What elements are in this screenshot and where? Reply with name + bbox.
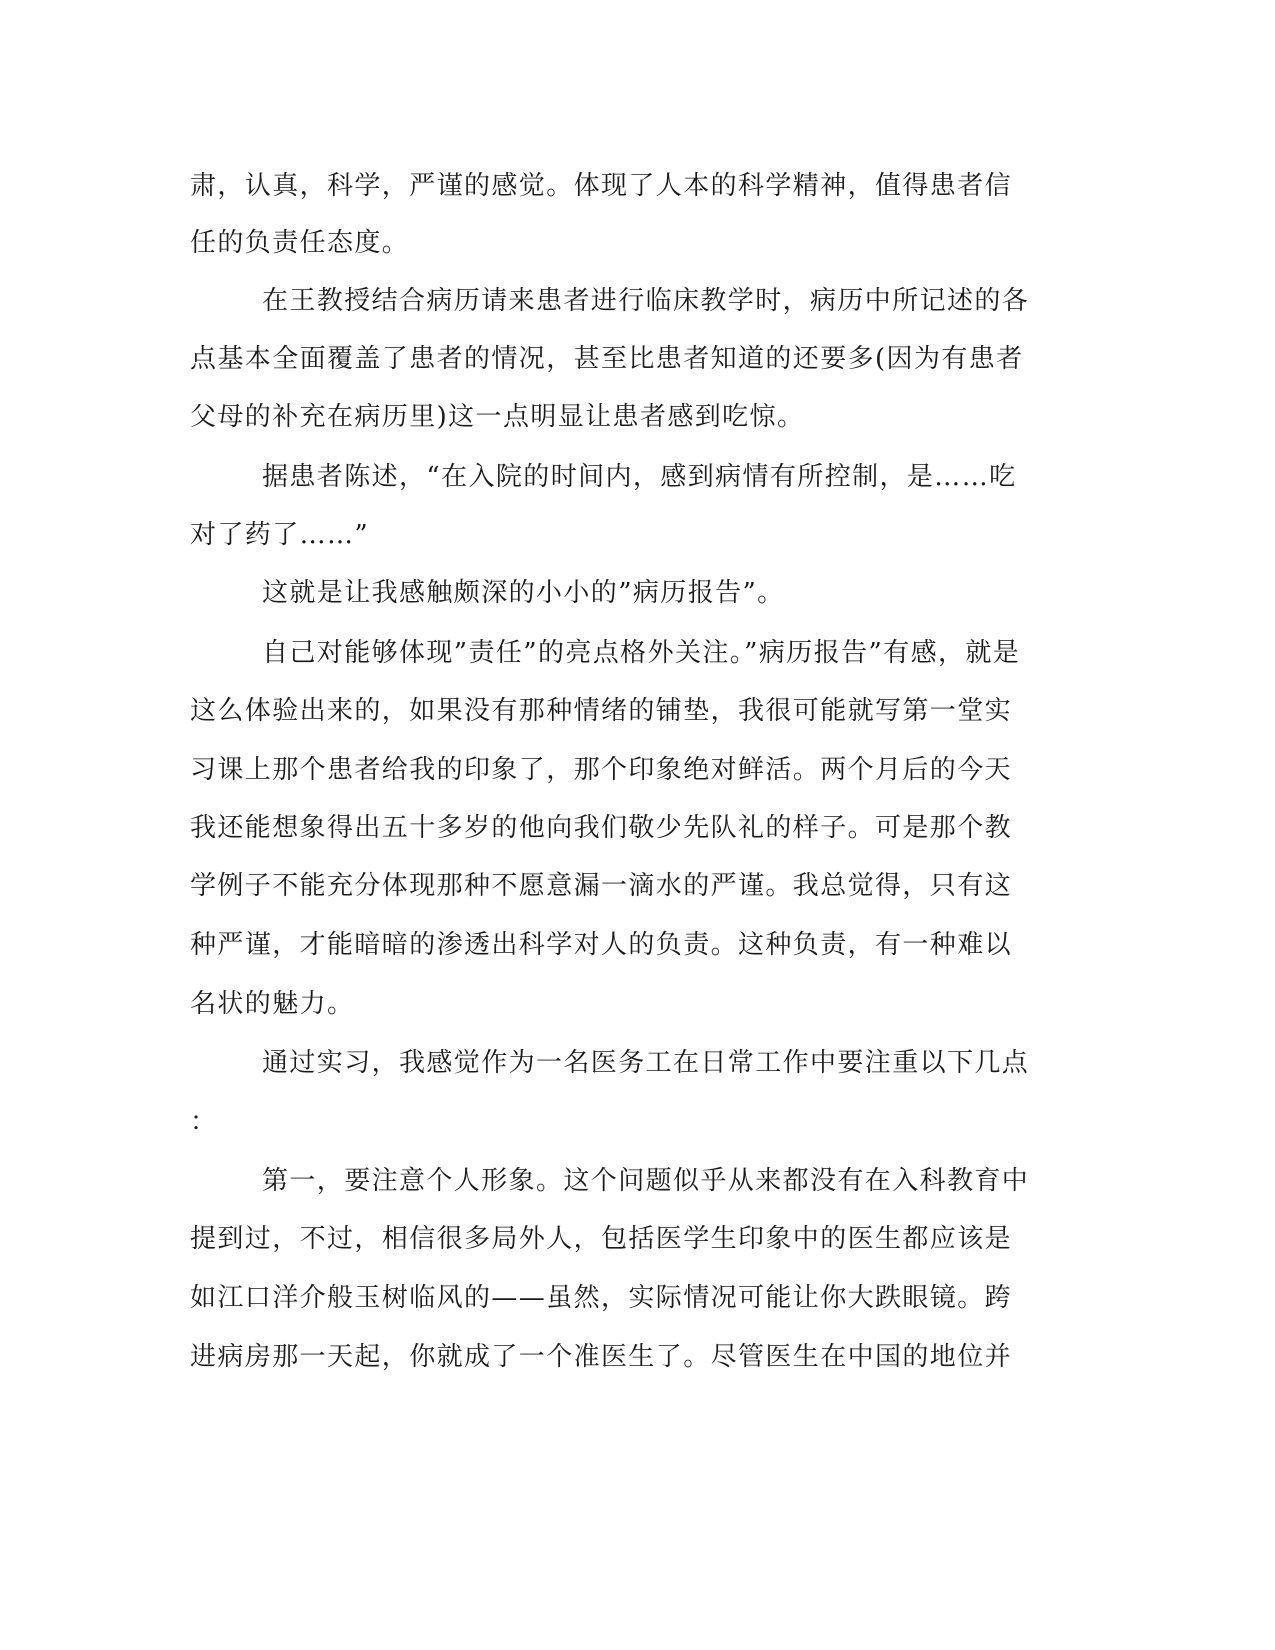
text-line: 点基本全面覆盖了患者的情况，甚至比患者知道的还要多(因为有患者 xyxy=(190,344,1024,374)
paragraph-first-line: 自己对能够体现”责任”的亮点格外关注。”病历报告”有感，就是 xyxy=(262,638,1021,668)
text-line: 进病房那一天起，你就成了一个准医生了。尽管医生在中国的地位并 xyxy=(190,1342,1013,1372)
text-line: 任的负责任态度。 xyxy=(190,228,410,258)
paragraph-first-line: 据患者陈述，“在入院的时间内，感到病情有所控制，是……吃 xyxy=(262,462,1017,492)
text-line: 肃，认真，科学，严谨的感觉。体现了人本的科学精神，值得患者信 xyxy=(190,171,1013,201)
text-line: ： xyxy=(190,1107,218,1137)
text-line: 种严谨，才能暗暗的渗透出科学对人的负责。这种负责，有一种难以 xyxy=(190,930,1013,960)
paragraph-first-line: 在王教授结合病历请来患者进行临床教学时，病历中所记述的各 xyxy=(262,286,1030,316)
text-line: 这么体验出来的，如果没有那种情绪的铺垫，我很可能就写第一堂实 xyxy=(190,696,1013,726)
text-line: 如江口洋介般玉树临风的——虽然，实际情况可能让你大跌眼镜。跨 xyxy=(190,1283,1013,1313)
text-line: 学例子不能充分体现那种不愿意漏一滴水的严谨。我总觉得，只有这 xyxy=(190,871,1013,901)
text-line: 习课上那个患者给我的印象了，那个印象绝对鲜活。两个月后的今天 xyxy=(190,755,1013,785)
paragraph-first-line: 这就是让我感触颇深的小小的”病历报告”。 xyxy=(262,578,785,608)
paragraph-first-line: 第一，要注意个人形象。这个问题似乎从来都没有在入科教育中 xyxy=(262,1166,1030,1196)
text-line: 我还能想象得出五十多岁的他向我们敬少先队礼的样子。可是那个教 xyxy=(190,813,1013,843)
paragraph-first-line: 通过实习，我感觉作为一名医务工在日常工作中要注重以下几点 xyxy=(262,1048,1030,1078)
text-line: 对了药了……” xyxy=(190,520,370,550)
text-line: 提到过，不过，相信很多局外人，包括医学生印象中的医生都应该是 xyxy=(190,1224,1013,1254)
text-line: 父母的补充在病历里)这一点明显让患者感到吃惊。 xyxy=(190,402,805,432)
text-line: 名状的魅力。 xyxy=(190,989,355,1019)
